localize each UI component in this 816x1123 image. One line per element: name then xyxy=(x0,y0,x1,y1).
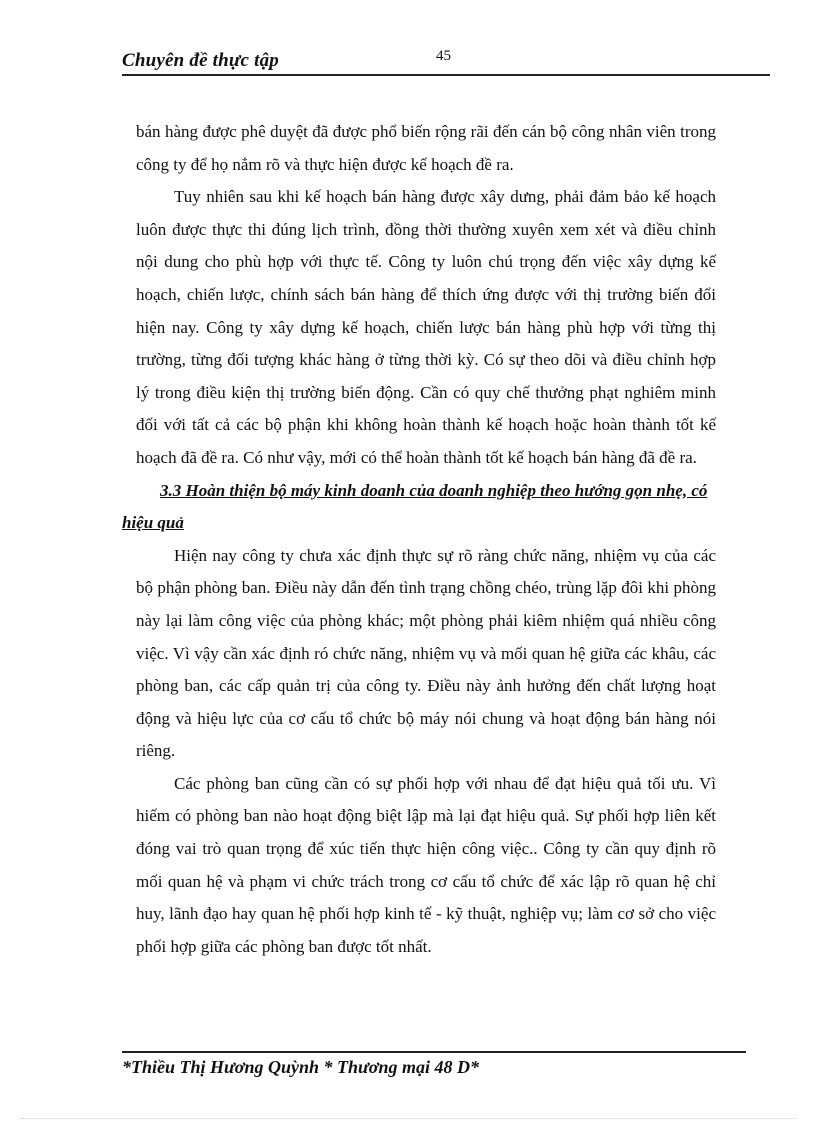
paragraph-1: bán hàng được phê duyệt đã được phổ biến rộng rãi đến cán bộ công nhân viên trong công ty để họ nắm rõ và thực hiện được kế hoạch đề ra. xyxy=(136,122,716,174)
paragraph-4: Các phòng ban cũng cần có sự phối hợp với nhau để đạt hiệu quả tối ưu. Vì hiếm có phòng ban nào hoạt động biệt lập mà lại đạt hiệu quả. Sự phối hợp liên kết đóng vai trò quan trọng để xúc tiến thực hiện công việc.. Công ty cần quy định rõ mối quan hệ và phạm vi chức trách trong cơ cấu tổ chức để xác lập rõ quan hệ chỉ huy, lãnh đạo hay quan hệ phối hợp kinh tế - kỹ thuật, nghiệp vụ; làm cơ sở cho việc phối hợp giữa các phòng ban được tốt nhất. xyxy=(136,773,716,956)
document-body xyxy=(122,116,716,963)
page-number: 45 xyxy=(436,48,451,64)
paragraph-2: Tuy nhiên sau khi kế hoạch bán hàng được xây dưng, phải đảm bảo kế hoạch luôn được thực thi đúng lịch trình, đồng thời thường xuyên xem xét và điều chỉnh nội dung cho phù hợp với thực tế. Công ty luôn chú trọng đến việc xây dựng kế hoạch, chiến lược, chính sách bán hàng để thích ứng được với thị trường biến đổi hiện nay. Công ty xây dựng kế hoạch, chiến lược bán hàng phù hợp với từng thị trường, từng đối tượng khác hàng ở từng thời kỳ. Có sự theo dõi và điều chỉnh hợp lý trong điều kiện thị trường biến động. Cần có quy chế thưởng phạt nghiêm minh đối với tất cả các bộ phận khi không hoàn thành kế hoạch hoặc hoàn thành tốt kế hoạch đã đề ra. Có như vậy, mới có thể hoàn thành tốt kế hoạch bán hàng đã đề ra. xyxy=(136,187,716,467)
section-heading: 3.3 Hoàn thiện bộ máy kinh doanh của doanh nghiệp theo hướng gọn nhẹ, có hiệu quả xyxy=(122,480,708,533)
page-header xyxy=(122,46,770,76)
paragraph-3: Hiện nay công ty chưa xác định thực sự rõ ràng chức năng, nhiệm vụ của các bộ phận phòng ban. Điều này dẫn đến tình trạng chồng chéo, trùng lặp đôi khi phòng này lại làm công việc của phòng khác; một phòng phải kiêm nhiệm quá nhiều công việc. Vì vậy cần xác định ró chức năng, nhiệm vụ và mối quan hệ giữa các khâu, các phòng ban, các cấp quản trị của công ty. Điều này ảnh hưởng đến chất lượng hoạt động và hiệu lực của cơ cấu tổ chức bộ máy nói chung và hoạt động bán hàng nói riêng. xyxy=(136,545,716,761)
header-title: Chuyên đề thực tập xyxy=(122,50,279,71)
footer-author: *Thiều Thị Hương Quỳnh * Thương mại 48 D* xyxy=(122,1057,479,1077)
page-footer xyxy=(122,1051,746,1078)
page-edge-divider xyxy=(20,1118,796,1119)
